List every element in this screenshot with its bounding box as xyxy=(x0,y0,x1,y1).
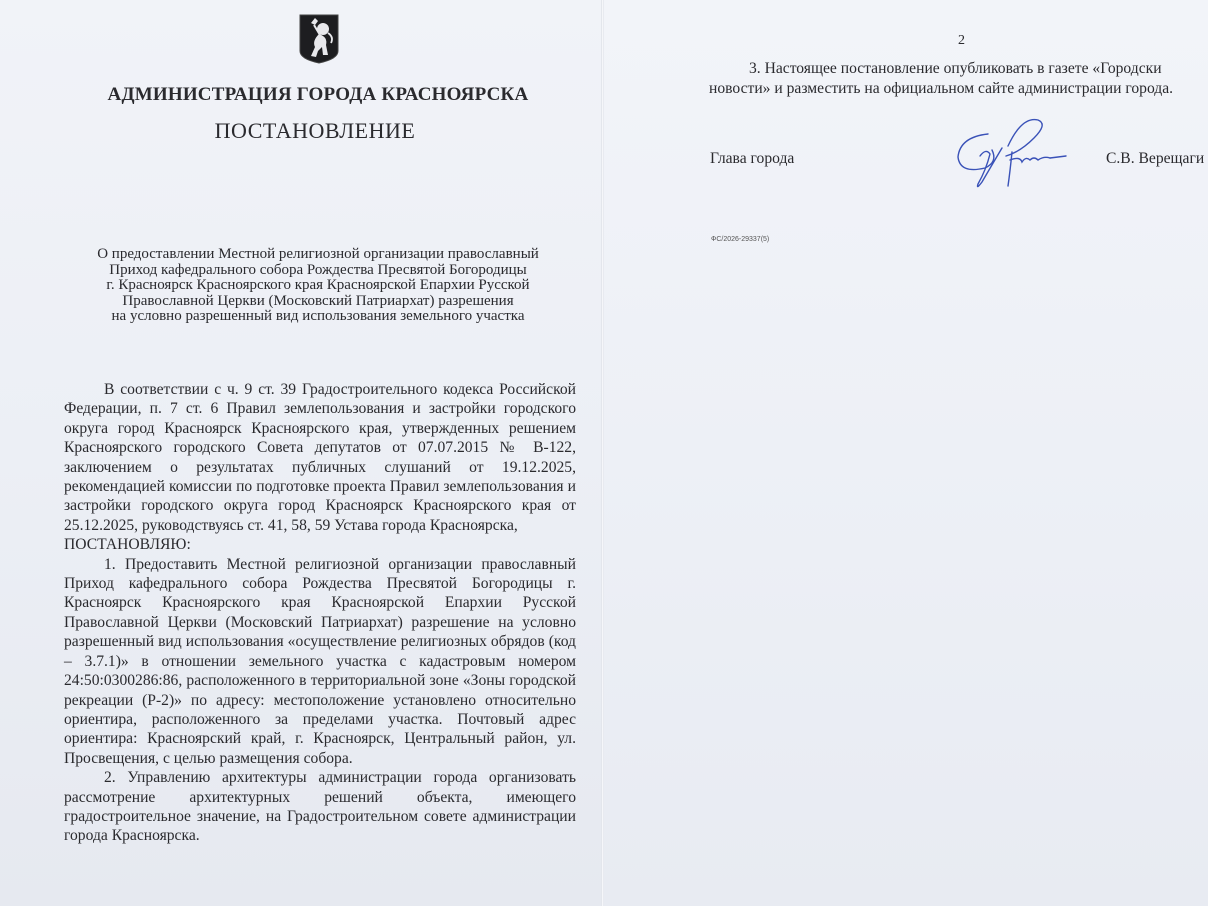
signature-icon xyxy=(950,112,1080,192)
page-number: 2 xyxy=(958,33,965,48)
signatory-title: Глава города xyxy=(710,150,795,167)
item-1-paragraph: 1. Предоставить Местной религиозной организации православный Приход кафедрального собора Рождества Пресвятой Богородицы г. Красноярск Красноярского края Красноярской Епархии Русской Православной Церкви (Московский Патриархат) разрешение на условно разрешенный вид использования «осуществление религиозных обрядов (код – 3.7.1)» в отношении земельного участка с кадастровым номером 24:50:0300286:86, расположенного в территориальной зоне «Зоны городской рекреации (Р-2)» по адресу: местоположение установлено относительно ориентира, расположенного за пределами участка. Почтовый адрес ориентира: Красноярский край, г. Красноярск, Центральный район, ул. Просвещения, с целью размещения собора. xyxy=(64,555,576,767)
subject-line: Приход кафедрального собора Рождества Пресвятой Богородицы xyxy=(109,261,527,278)
document-page-2 xyxy=(604,0,1208,906)
subject-line: О предоставлении Местной религиозной организации православный xyxy=(97,246,539,262)
document-type: ПОСТАНОВЛЕНИЕ xyxy=(214,118,416,143)
document-body xyxy=(64,380,576,846)
preamble-paragraph: В соответствии с ч. 9 ст. 39 Градостроительного кодекса Российской Федерации, п. 7 ст. 6 Правил землепользования и застройки городского округа город Красноярск Красноярского края, утвержденных решением Красноярского городского Совета депутатов от 07.07.2015 № В-122, заключением о результатах публичных слушаний от 19.12.2025, рекомендацией комиссии по подготовке проекта Правил землепользования и застройки городского округа город Красноярск Красноярского края от 25.12.2025, руководствуясь ст. 41, 58, 59 Устава города Красноярска, xyxy=(64,381,576,534)
subject-line: Православной Церкви (Московский Патриархат) разрешения xyxy=(122,292,514,309)
organization-name: АДМИНИСТРАЦИЯ ГОРОДА КРАСНОЯРСКА xyxy=(107,84,529,105)
signatory-name: С.В. Верещаги xyxy=(1106,150,1205,167)
item-3-line: новости» и разместить на официальном сайте администрации города. xyxy=(709,80,1174,97)
subject-line: на условно разрешенный вид использования земельного участка xyxy=(111,308,525,324)
item-3-line: 3. Настоящее постановление опубликовать в газете «Городски xyxy=(749,60,1162,77)
item-3-paragraph xyxy=(709,59,1208,99)
document-subject xyxy=(40,247,596,325)
coat-of-arms-icon xyxy=(298,13,340,65)
item-2-paragraph: 2. Управлению архитектуры администрации города организовать рассмотрение архитектурных решений объекта, имеющего градостроительное значение, на Градостроительном совете администрации города Красноярска. xyxy=(64,769,576,845)
document-code: ФС/2026-29337(5) xyxy=(711,236,770,243)
resolve-heading: ПОСТАНОВЛЯЮ: xyxy=(64,536,191,554)
subject-line: г. Красноярск Красноярского края Красноярской Епархии Русской xyxy=(106,277,530,293)
